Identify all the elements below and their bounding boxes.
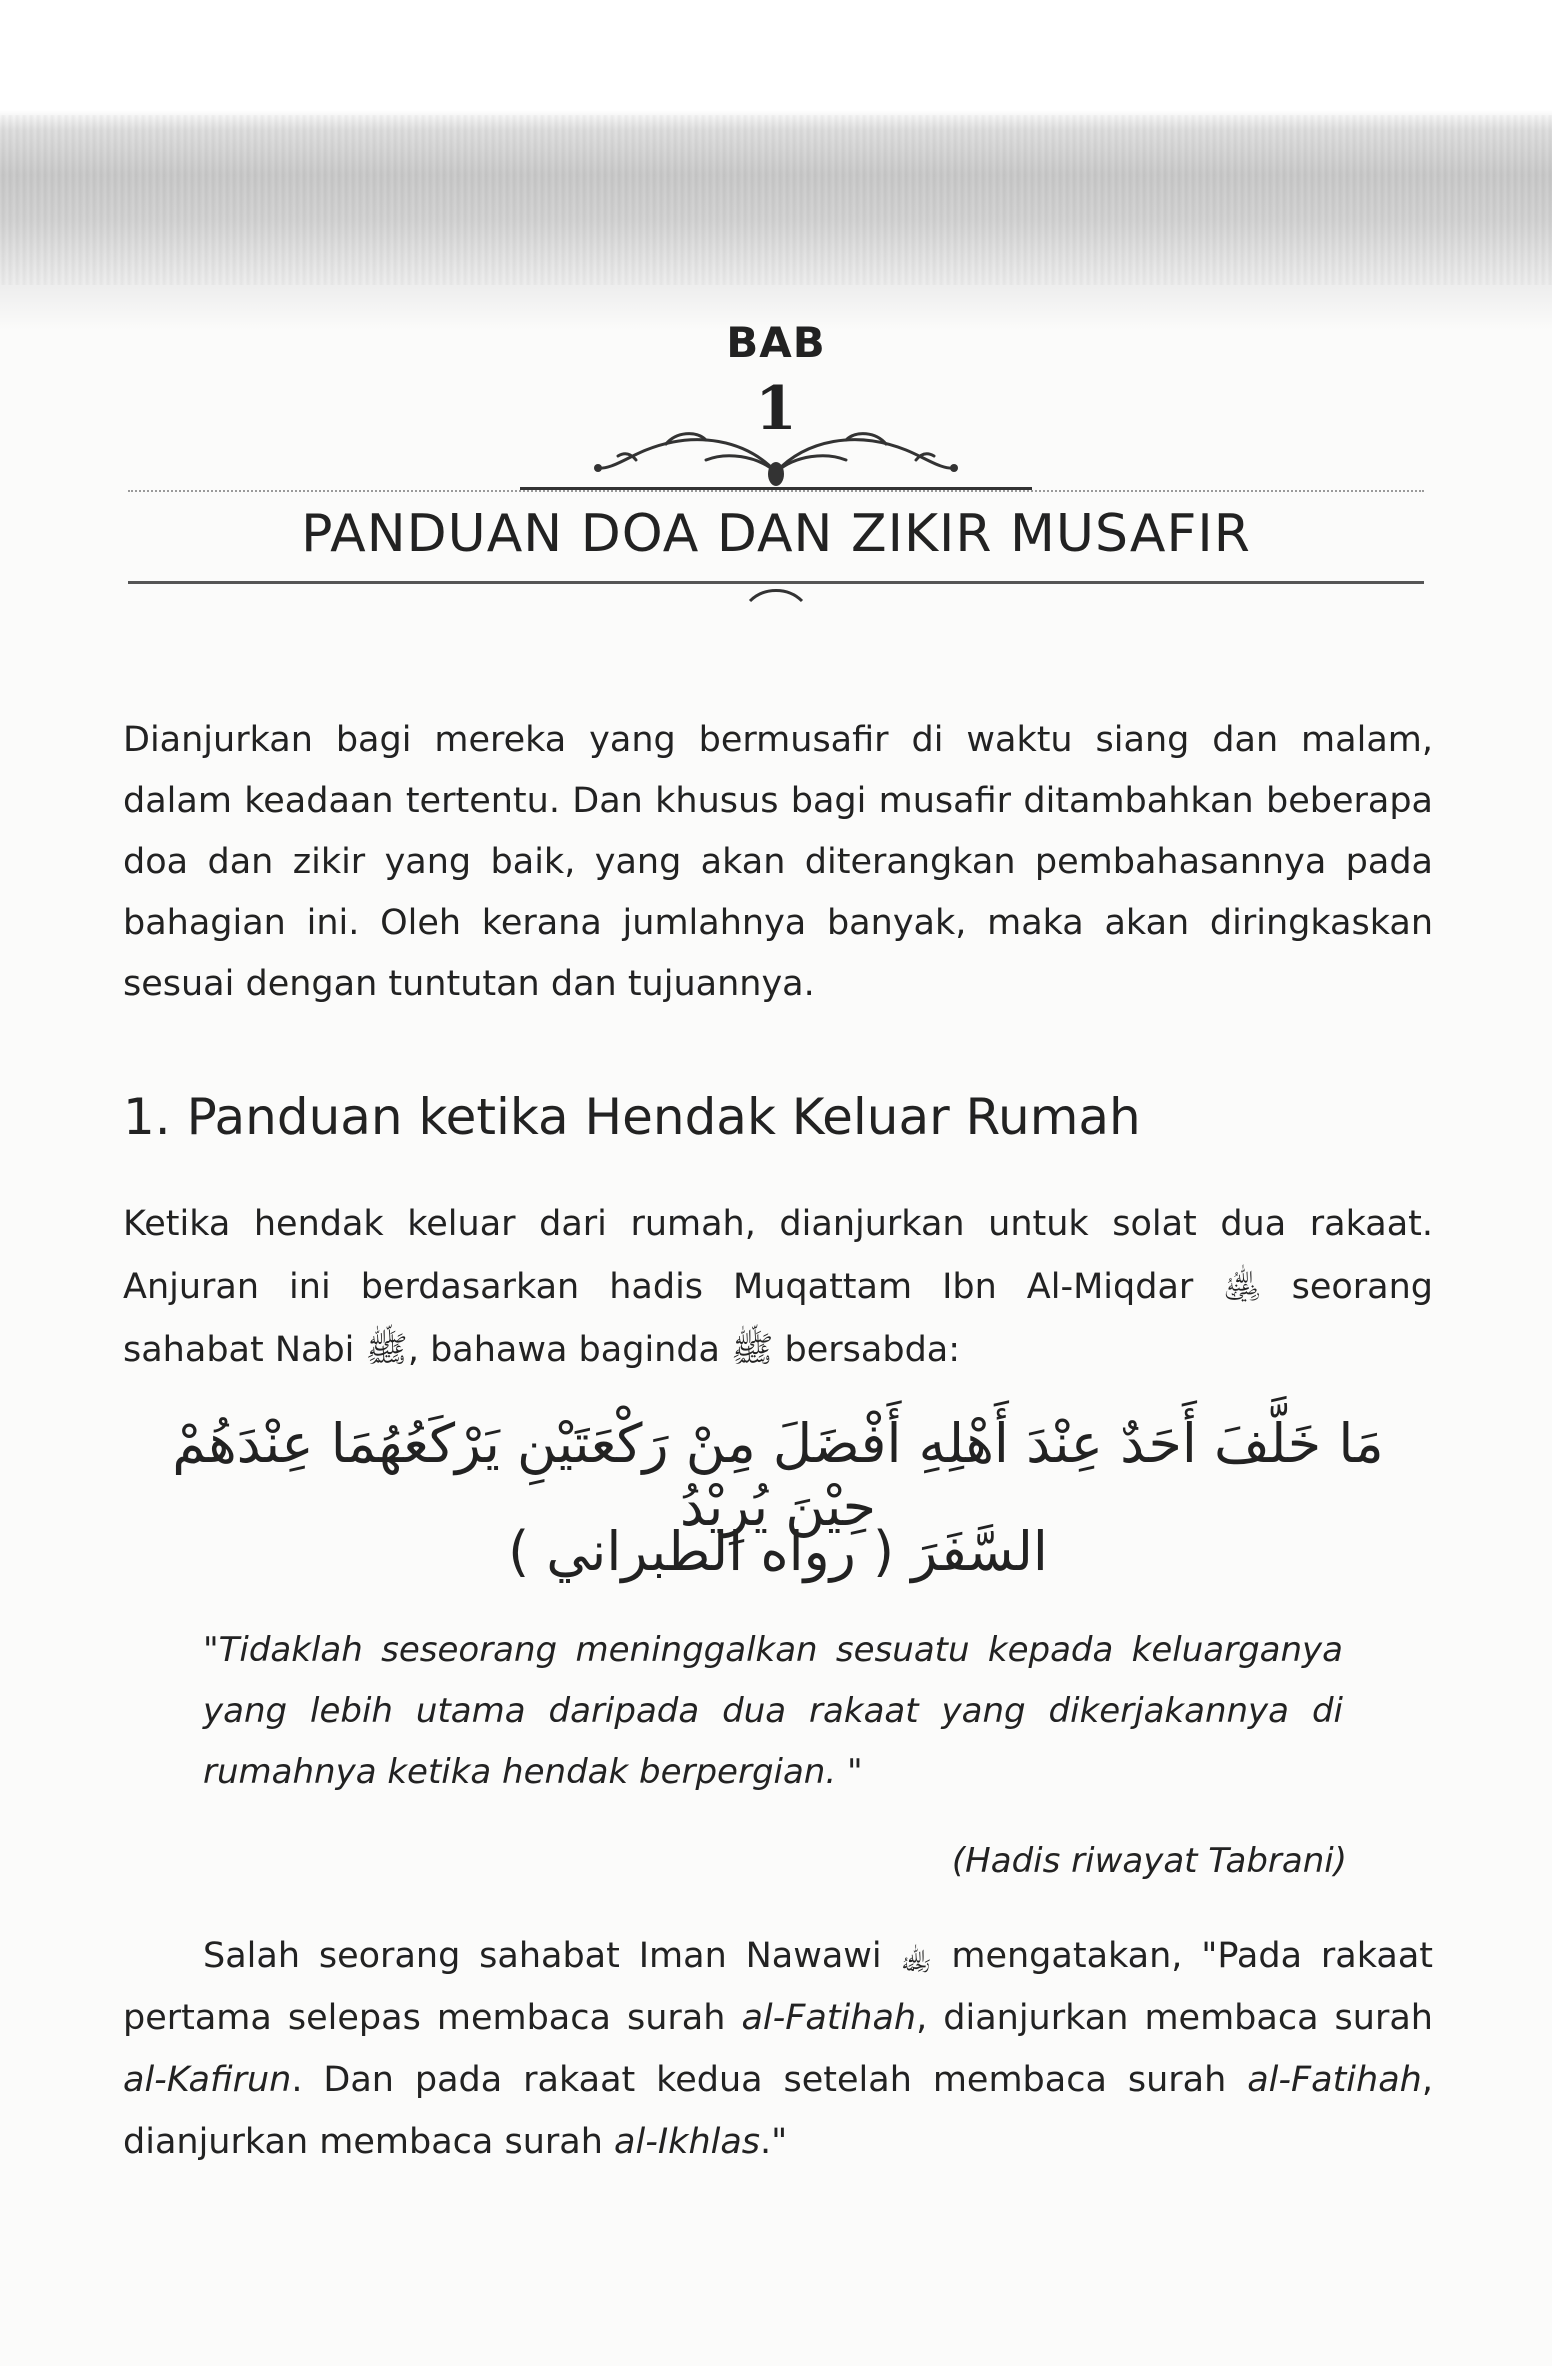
surah-name: al-Fatihah bbox=[1247, 2060, 1422, 2100]
nawawi-paragraph bbox=[123, 1925, 1433, 2173]
hadith-attribution: (Hadis riwayat Tabrani) bbox=[951, 1841, 1347, 1881]
header-band bbox=[0, 0, 1552, 330]
arabic-hadith-line-2: السَّفَرَ ( رواه الطبراني ) bbox=[508, 1520, 1048, 1583]
hadith-translation: "Tidaklah seseorang meninggalkan sesuatu kepada keluarganya yang lebih utama daripada dua rakaat yang dikerjakannya di rumahnya ketika hendak berpergian. " bbox=[203, 1630, 1343, 1792]
surah-name: al-Ikhlas bbox=[614, 2122, 761, 2162]
surah-name: al-Fatihah bbox=[741, 1998, 917, 2038]
nawawi-text: Salah seorang sahabat Iman Nawawi ﵀ mengatakan, "Pada rakaat pertama selepas membaca surah bbox=[123, 1936, 1433, 2038]
nawawi-text: ." bbox=[760, 2122, 788, 2162]
intro-paragraph: Dianjurkan bagi mereka yang bermusafir di waktu siang dan malam, dalam keadaan tertentu. Dan khusus bagi musafir ditambahkan beberapa doa dan zikir yang baik, yang akan diterangkan pembahasannya pada bahagian ini. Oleh kerana jumlahnya banyak, maka akan diringkaskan sesuai dengan tuntutan dan tujuannya. bbox=[123, 720, 1433, 1004]
nawawi-text: . Dan pada rakaat kedua setelah membaca surah bbox=[291, 2060, 1248, 2100]
bab-label: BAB bbox=[726, 318, 826, 367]
divider-solid bbox=[520, 487, 1032, 490]
nawawi-text: , dianjurkan membaca surah bbox=[916, 1998, 1433, 2038]
arabic-hadith-line-1: مَا خَلَّفَ أَحَدٌ عِنْدَ أَهْلِهِ أَفْضَلَ مِنْ رَكْعَتَيْنِ يَرْكَعُهُمَا عِنْدَهُمْ حِيْنَ يُرِيْدُ bbox=[172, 1412, 1384, 1538]
divider-dotted bbox=[128, 490, 1424, 492]
hadith-intro-paragraph: Ketika hendak keluar dari rumah, dianjurkan untuk solat dua rakaat. Anjuran ini berdasarkan hadis Muqattam Ibn Al-Miqdar ﵁ seorang sahabat Nabi ﷺ, bahawa baginda ﷺ bersabda: bbox=[123, 1204, 1433, 1370]
surah-name: al-Kafirun bbox=[123, 2060, 292, 2100]
divider-ornament-icon bbox=[746, 583, 806, 605]
bab-number: 1 bbox=[755, 374, 797, 444]
nawawi-text: , dianjurkan membaca surah bbox=[123, 2060, 1433, 2162]
chapter-title: PANDUAN DOA DAN ZIKIR MUSAFIR bbox=[301, 504, 1251, 564]
flourish-ornament-icon bbox=[576, 410, 976, 490]
section-heading: 1. Panduan ketika Hendak Keluar Rumah bbox=[123, 1088, 1141, 1146]
